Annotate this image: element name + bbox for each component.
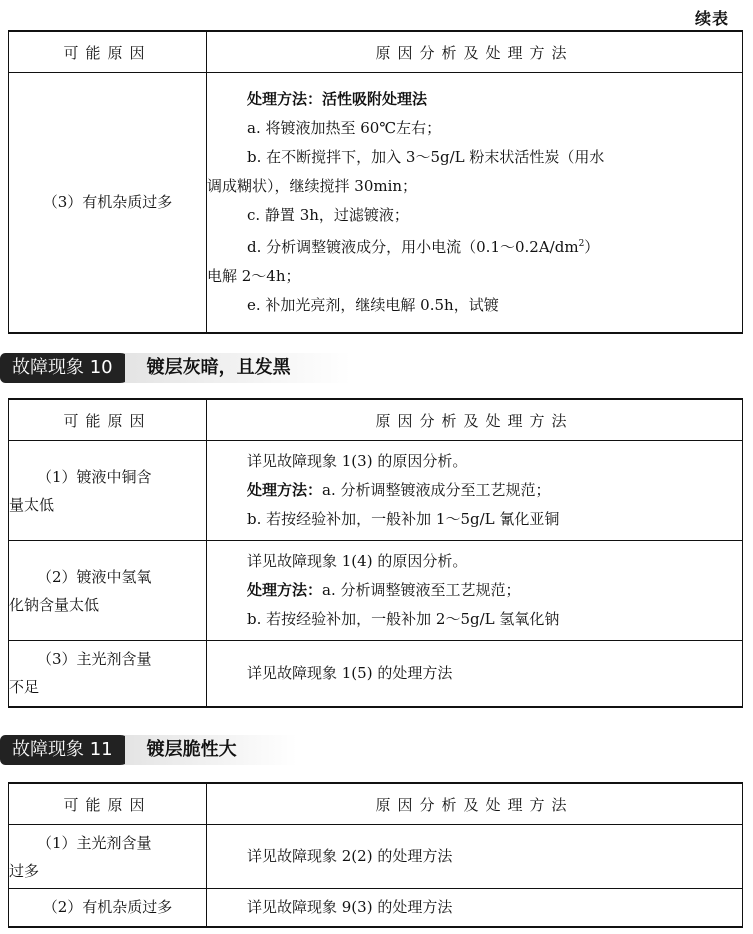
method-line-1: 详见故障现象 2(2) 的处理方法 [247, 847, 453, 865]
method-line-1: 详见故障现象 1(4) 的原因分析。 [247, 552, 468, 570]
cause-line-1: （1）镀液中铜含 [37, 467, 152, 486]
cause-cell [9, 825, 207, 889]
method-line-1: 详见故障现象 1(5) 的处理方法 [247, 663, 453, 682]
method-cell [207, 541, 743, 641]
table-row [9, 889, 743, 927]
method-cell [207, 825, 743, 889]
method-cell [207, 441, 743, 541]
table-row [9, 441, 743, 541]
method-label: 处理方法： [247, 481, 323, 499]
method-cell [207, 641, 743, 707]
step-e: e. 补加光亮剂，继续电解 0.5h，试镀 [247, 295, 499, 314]
cause-line-2: 不足 [9, 678, 40, 697]
step-a: a. 将镀液加热至 60℃左右； [247, 118, 442, 137]
fault-table-continued [8, 30, 743, 334]
header-method: 原因分析及处理方法 [207, 31, 743, 73]
continuation-label: 续表 [694, 9, 729, 28]
header-cause: 可能原因 [9, 783, 207, 825]
fault-table-10 [8, 398, 743, 708]
cause-line-2: 化钠含量太低 [9, 595, 100, 614]
section-10-title: 镀层灰暗，且发黑 [125, 353, 351, 383]
cause-cell: （2）有机杂质过多 [9, 889, 207, 927]
step-d-text: d. 分析调整镀液成分，用小电流（0.1～0.2A/dm [247, 237, 579, 256]
header-cause: 可能原因 [9, 31, 207, 73]
step-d [207, 230, 742, 262]
header-method: 原因分析及处理方法 [207, 399, 743, 441]
method-line-1: 详见故障现象 1(3) 的原因分析。 [247, 452, 468, 470]
header-cause: 可能原因 [9, 399, 207, 441]
step-d-cont: 电解 2～4h； [207, 266, 301, 285]
table-row [9, 541, 743, 641]
table-header-row [9, 783, 743, 825]
step-c: c. 静置 3h，过滤镀液； [247, 205, 409, 224]
section-11-tag: 故障现象 11 [0, 735, 135, 765]
cause-cell [9, 641, 207, 707]
method-line-3: b. 若按经验补加，一般补加 2～5g/L 氢氧化钠 [247, 610, 560, 628]
cause-cell [9, 541, 207, 641]
section-11-banner [0, 734, 297, 766]
cause-cell: （3）有机杂质过多 [9, 73, 207, 333]
fault-table-11 [8, 782, 743, 928]
table-row [9, 73, 743, 333]
table-row [9, 825, 743, 889]
table-header-row [9, 399, 743, 441]
method-label: 处理方法： [247, 581, 323, 599]
cause-line-1: （2）镀液中氢氧 [37, 567, 152, 586]
method-line-2-rest: a. 分析调整镀液至工艺规范； [322, 581, 521, 599]
cause-line-2: 过多 [9, 861, 40, 880]
table-header-row [9, 31, 743, 73]
cause-line-1: （1）主光剂含量 [37, 833, 152, 852]
table-row [9, 641, 743, 707]
method-line-2-rest: a. 分析调整镀液成分至工艺规范； [322, 481, 551, 499]
method-line-2 [207, 476, 742, 505]
section-11-title: 镀层脆性大 [125, 735, 297, 765]
section-10-banner [0, 352, 351, 384]
section-10-tag: 故障现象 10 [0, 353, 135, 383]
method-line-1: 详见故障现象 9(3) 的处理方法 [247, 897, 453, 916]
method-line-2 [207, 576, 742, 605]
cause-line-2: 量太低 [9, 495, 55, 514]
step-b-cont: 调成糊状），继续搅拌 30min； [207, 176, 418, 195]
cause-cell [9, 441, 207, 541]
method-title: 处理方法：活性吸附处理法 [247, 89, 428, 108]
method-line-3: b. 若按经验补加，一般补加 1～5g/L 氰化亚铜 [247, 510, 560, 528]
cause-line-1: （3）主光剂含量 [37, 650, 152, 669]
header-method: 原因分析及处理方法 [207, 783, 743, 825]
step-b: b. 在不断搅拌下，加入 3～5g/L 粉末状活性炭（用水 [247, 147, 605, 166]
method-cell [207, 889, 743, 927]
method-cell [207, 73, 743, 333]
step-d-close: ） [584, 237, 600, 256]
step-d-superscript: 2 [578, 238, 585, 249]
